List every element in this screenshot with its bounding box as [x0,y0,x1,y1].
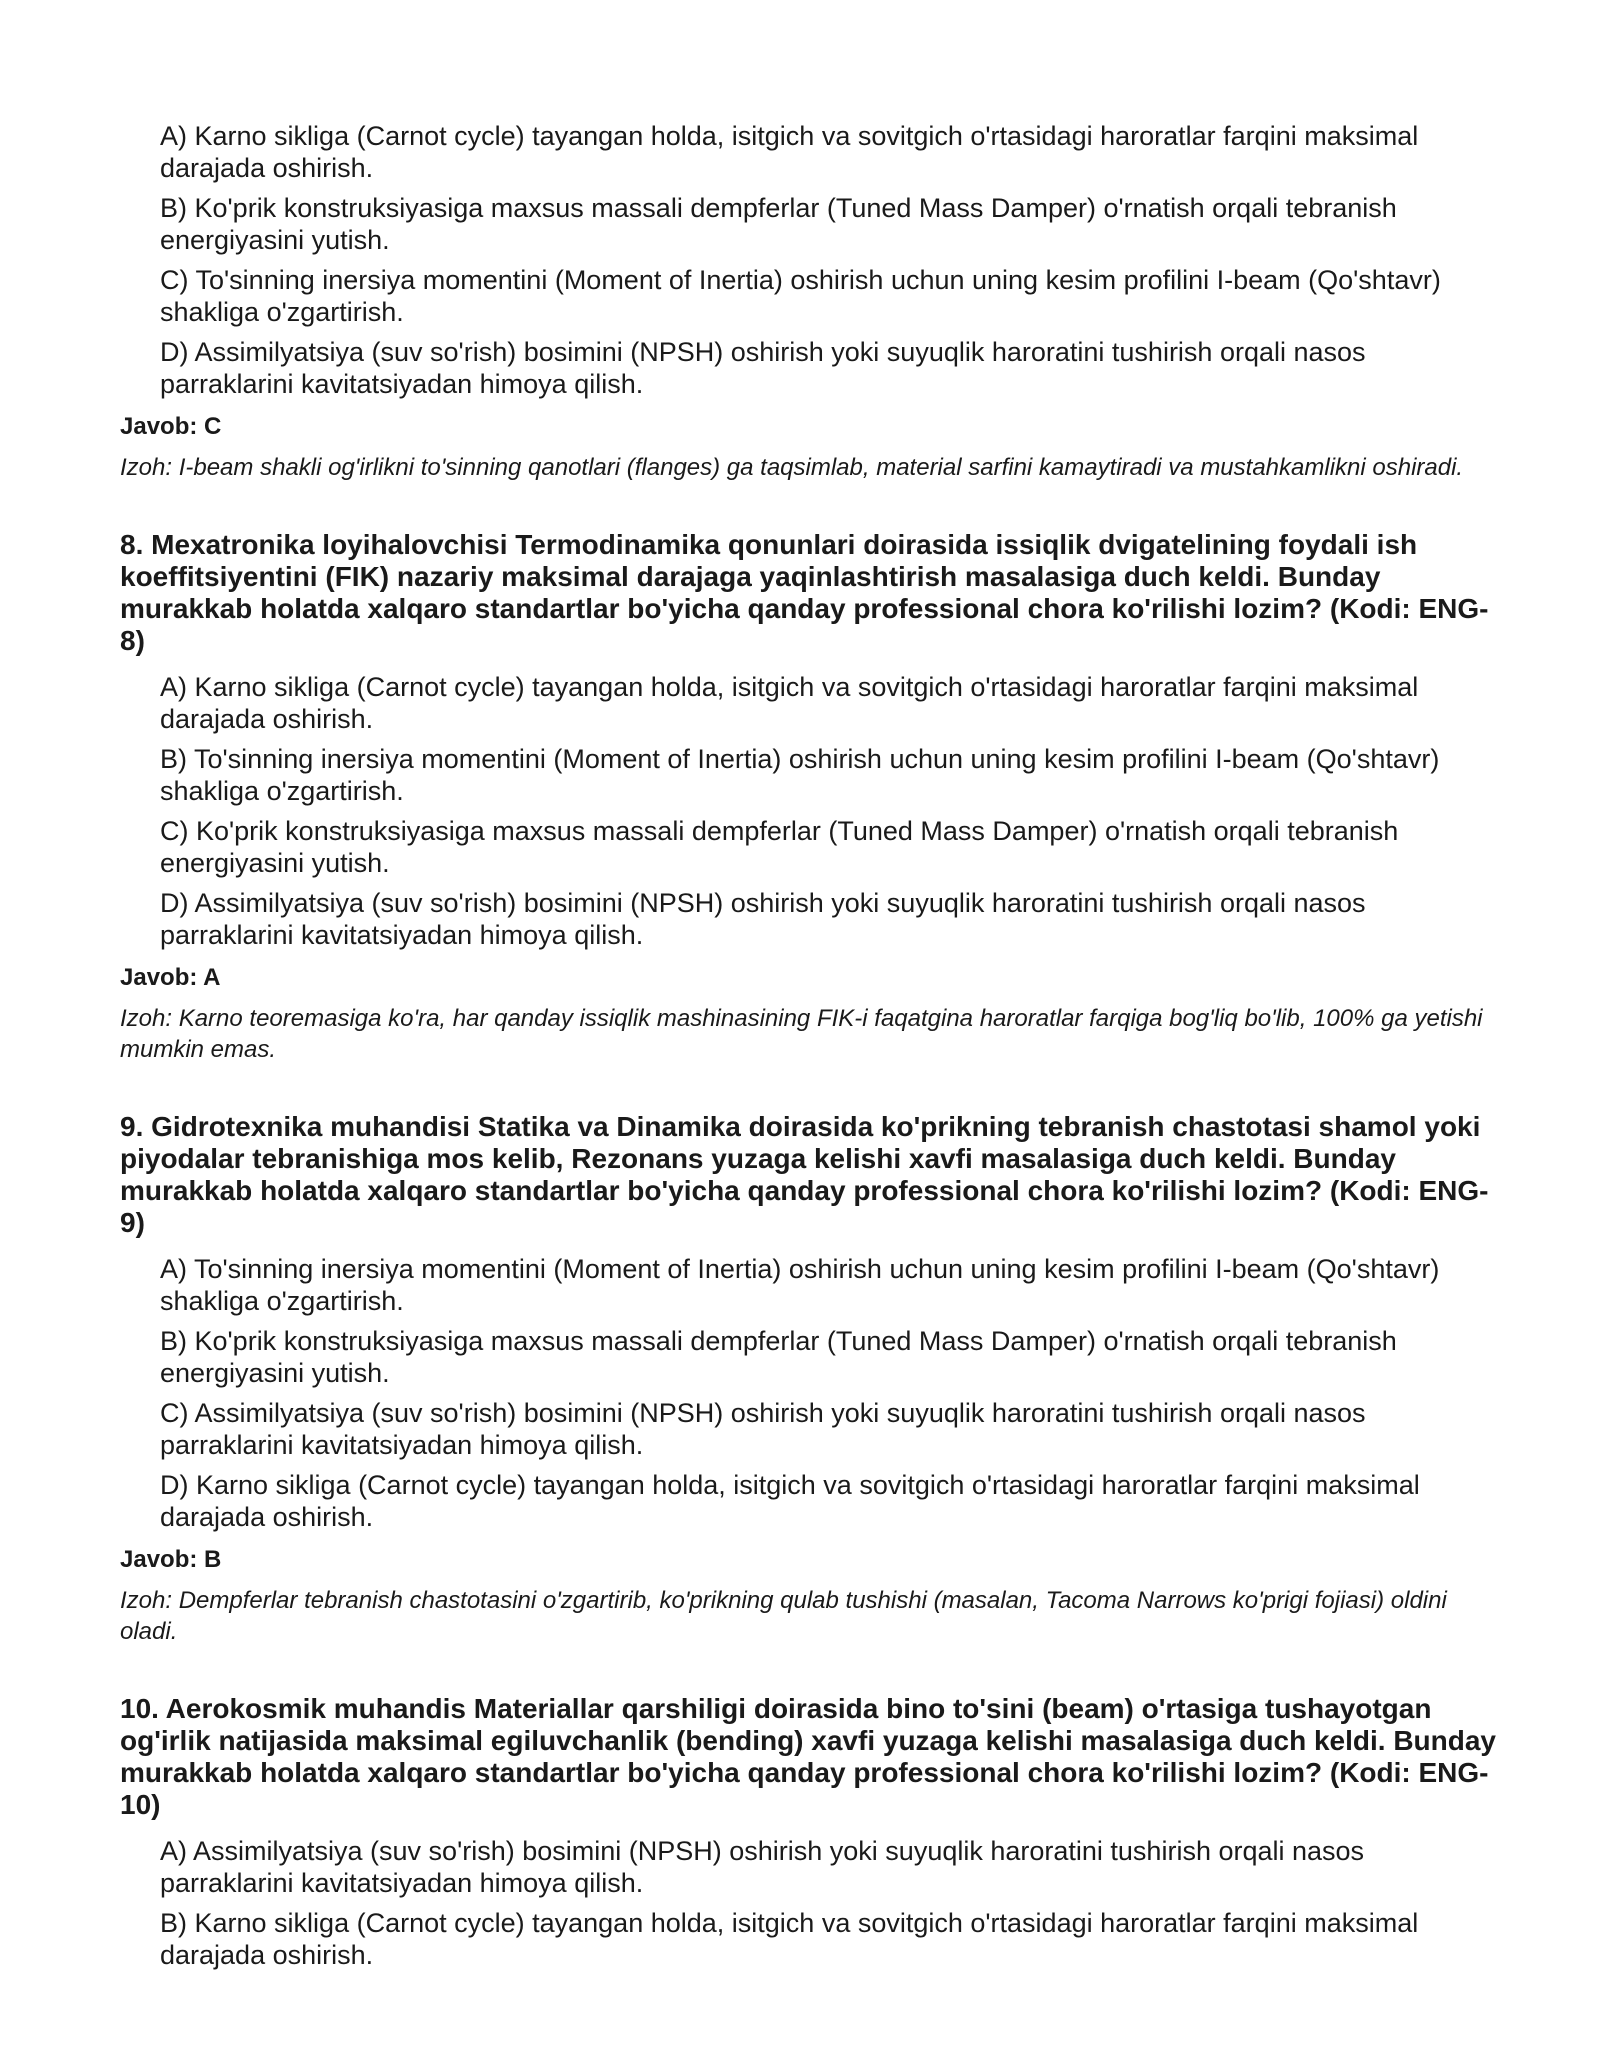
question-block-8 [120,529,1500,1065]
option-b: B) Karno sikliga (Carnot cycle) tayangan holda, isitgich va sovitgich o'rtasidagi haroratlar farqini maksimal darajada oshirish. [160,1908,1419,1970]
question-text: 9. Gidrotexnika muhandisi Statika va Dinamika doirasida ko'prikning tebranish chastotasi shamol yoki piyodalar tebranishiga mos kelib, Rezonans yuzaga kelishi xavfi masalasiga duch keldi. Bunday murakkab holatda xalqaro standartlar bo'yicha qanday professional chora ko'rilishi lozim? (Kodi: ENG-9) [120,1111,1489,1238]
question-text: 10. Aerokosmik muhandis Materiallar qarshiligi doirasida bino to'sini (beam) o'rtasiga tushayotgan og'irlik natijasida maksimal egiluvchanlik (bending) xavfi yuzaga kelishi masalasiga duch keldi. Bunday murakkab holatda xalqaro standartlar bo'yicha qanday professional chora ko'rilishi lozim? (Kodi: ENG-10) [120,1693,1496,1820]
explanation-note: Izoh: Karno teoremasiga ko'ra, har qanday issiqlik mashinasining FIK-i faqatgina haroratlar farqiga bog'liq bo'lib, 100% ga yetishi mumkin emas. [120,1005,1483,1063]
question-block-7 [120,120,1500,483]
option-b: B) To'sinning inersiya momentini (Moment of Inertia) oshirish uchun uning kesim profilini I-beam (Qo'shtavr) shakliga o'zgartirish. [160,744,1440,806]
answer-label: Javob: A [120,964,221,991]
answer-label: Javob: B [120,1546,222,1573]
option-a: A) Assimilyatsiya (suv so'rish) bosimini (NPSH) oshirish yoki suyuqlik haroratini tushirish orqali nasos parraklarini kavitatsiyadan himoya qilish. [160,1836,1365,1898]
explanation-note: Izoh: I-beam shakli og'irlikni to'sinning qanotlari (flanges) ga taqsimlab, material sarfini kamaytiradi va mustahkamlikni oshiradi. [120,454,1464,481]
question-block-10 [120,1693,1500,1971]
option-b: B) Ko'prik konstruksiyasiga maxsus massali dempferlar (Tuned Mass Damper) o'rnatish orqali tebranish energiyasini yutish. [160,1326,1397,1388]
question-text: 8. Mexatronika loyihalovchisi Termodinamika qonunlari doirasida issiqlik dvigatelining foydali ish koeffitsiyentini (FIK) nazariy maksimal darajaga yaqinlashtirish masalasiga duch keldi. Bunday murakkab holatda xalqaro standartlar bo'yicha qanday professional chora ko'rilishi lozim? (Kodi: ENG-8) [120,529,1489,656]
option-a: A) Karno sikliga (Carnot cycle) tayangan holda, isitgich va sovitgich o'rtasidagi haroratlar farqini maksimal darajada oshirish. [160,121,1419,183]
explanation-note: Izoh: Dempferlar tebranish chastotasini o'zgartirib, ko'prikning qulab tushishi (masalan, Tacoma Narrows ko'prigi fojiasi) oldini oladi. [120,1587,1447,1645]
option-a: A) To'sinning inersiya momentini (Moment of Inertia) oshirish uchun uning kesim profilini I-beam (Qo'shtavr) shakliga o'zgartirish. [160,1254,1440,1316]
document-page [120,120,1500,1979]
option-c: C) Ko'prik konstruksiyasiga maxsus massali dempferlar (Tuned Mass Damper) o'rnatish orqali tebranish energiyasini yutish. [160,816,1399,878]
question-block-9 [120,1111,1500,1647]
option-d: D) Assimilyatsiya (suv so'rish) bosimini (NPSH) oshirish yoki suyuqlik haroratini tushirish orqali nasos parraklarini kavitatsiyadan himoya qilish. [160,888,1366,950]
option-d: D) Karno sikliga (Carnot cycle) tayangan holda, isitgich va sovitgich o'rtasidagi haroratlar farqini maksimal darajada oshirish. [160,1470,1420,1532]
option-d: D) Assimilyatsiya (suv so'rish) bosimini (NPSH) oshirish yoki suyuqlik haroratini tushirish orqali nasos parraklarini kavitatsiyadan himoya qilish. [160,337,1366,399]
option-b: B) Ko'prik konstruksiyasiga maxsus massali dempferlar (Tuned Mass Damper) o'rnatish orqali tebranish energiyasini yutish. [160,193,1397,255]
option-c: C) To'sinning inersiya momentini (Moment of Inertia) oshirish uchun uning kesim profilini I-beam (Qo'shtavr) shakliga o'zgartirish. [160,265,1441,327]
option-a: A) Karno sikliga (Carnot cycle) tayangan holda, isitgich va sovitgich o'rtasidagi haroratlar farqini maksimal darajada oshirish. [160,672,1419,734]
answer-label: Javob: C [120,413,222,440]
option-c: C) Assimilyatsiya (suv so'rish) bosimini (NPSH) oshirish yoki suyuqlik haroratini tushirish orqali nasos parraklarini kavitatsiyadan himoya qilish. [160,1398,1366,1460]
